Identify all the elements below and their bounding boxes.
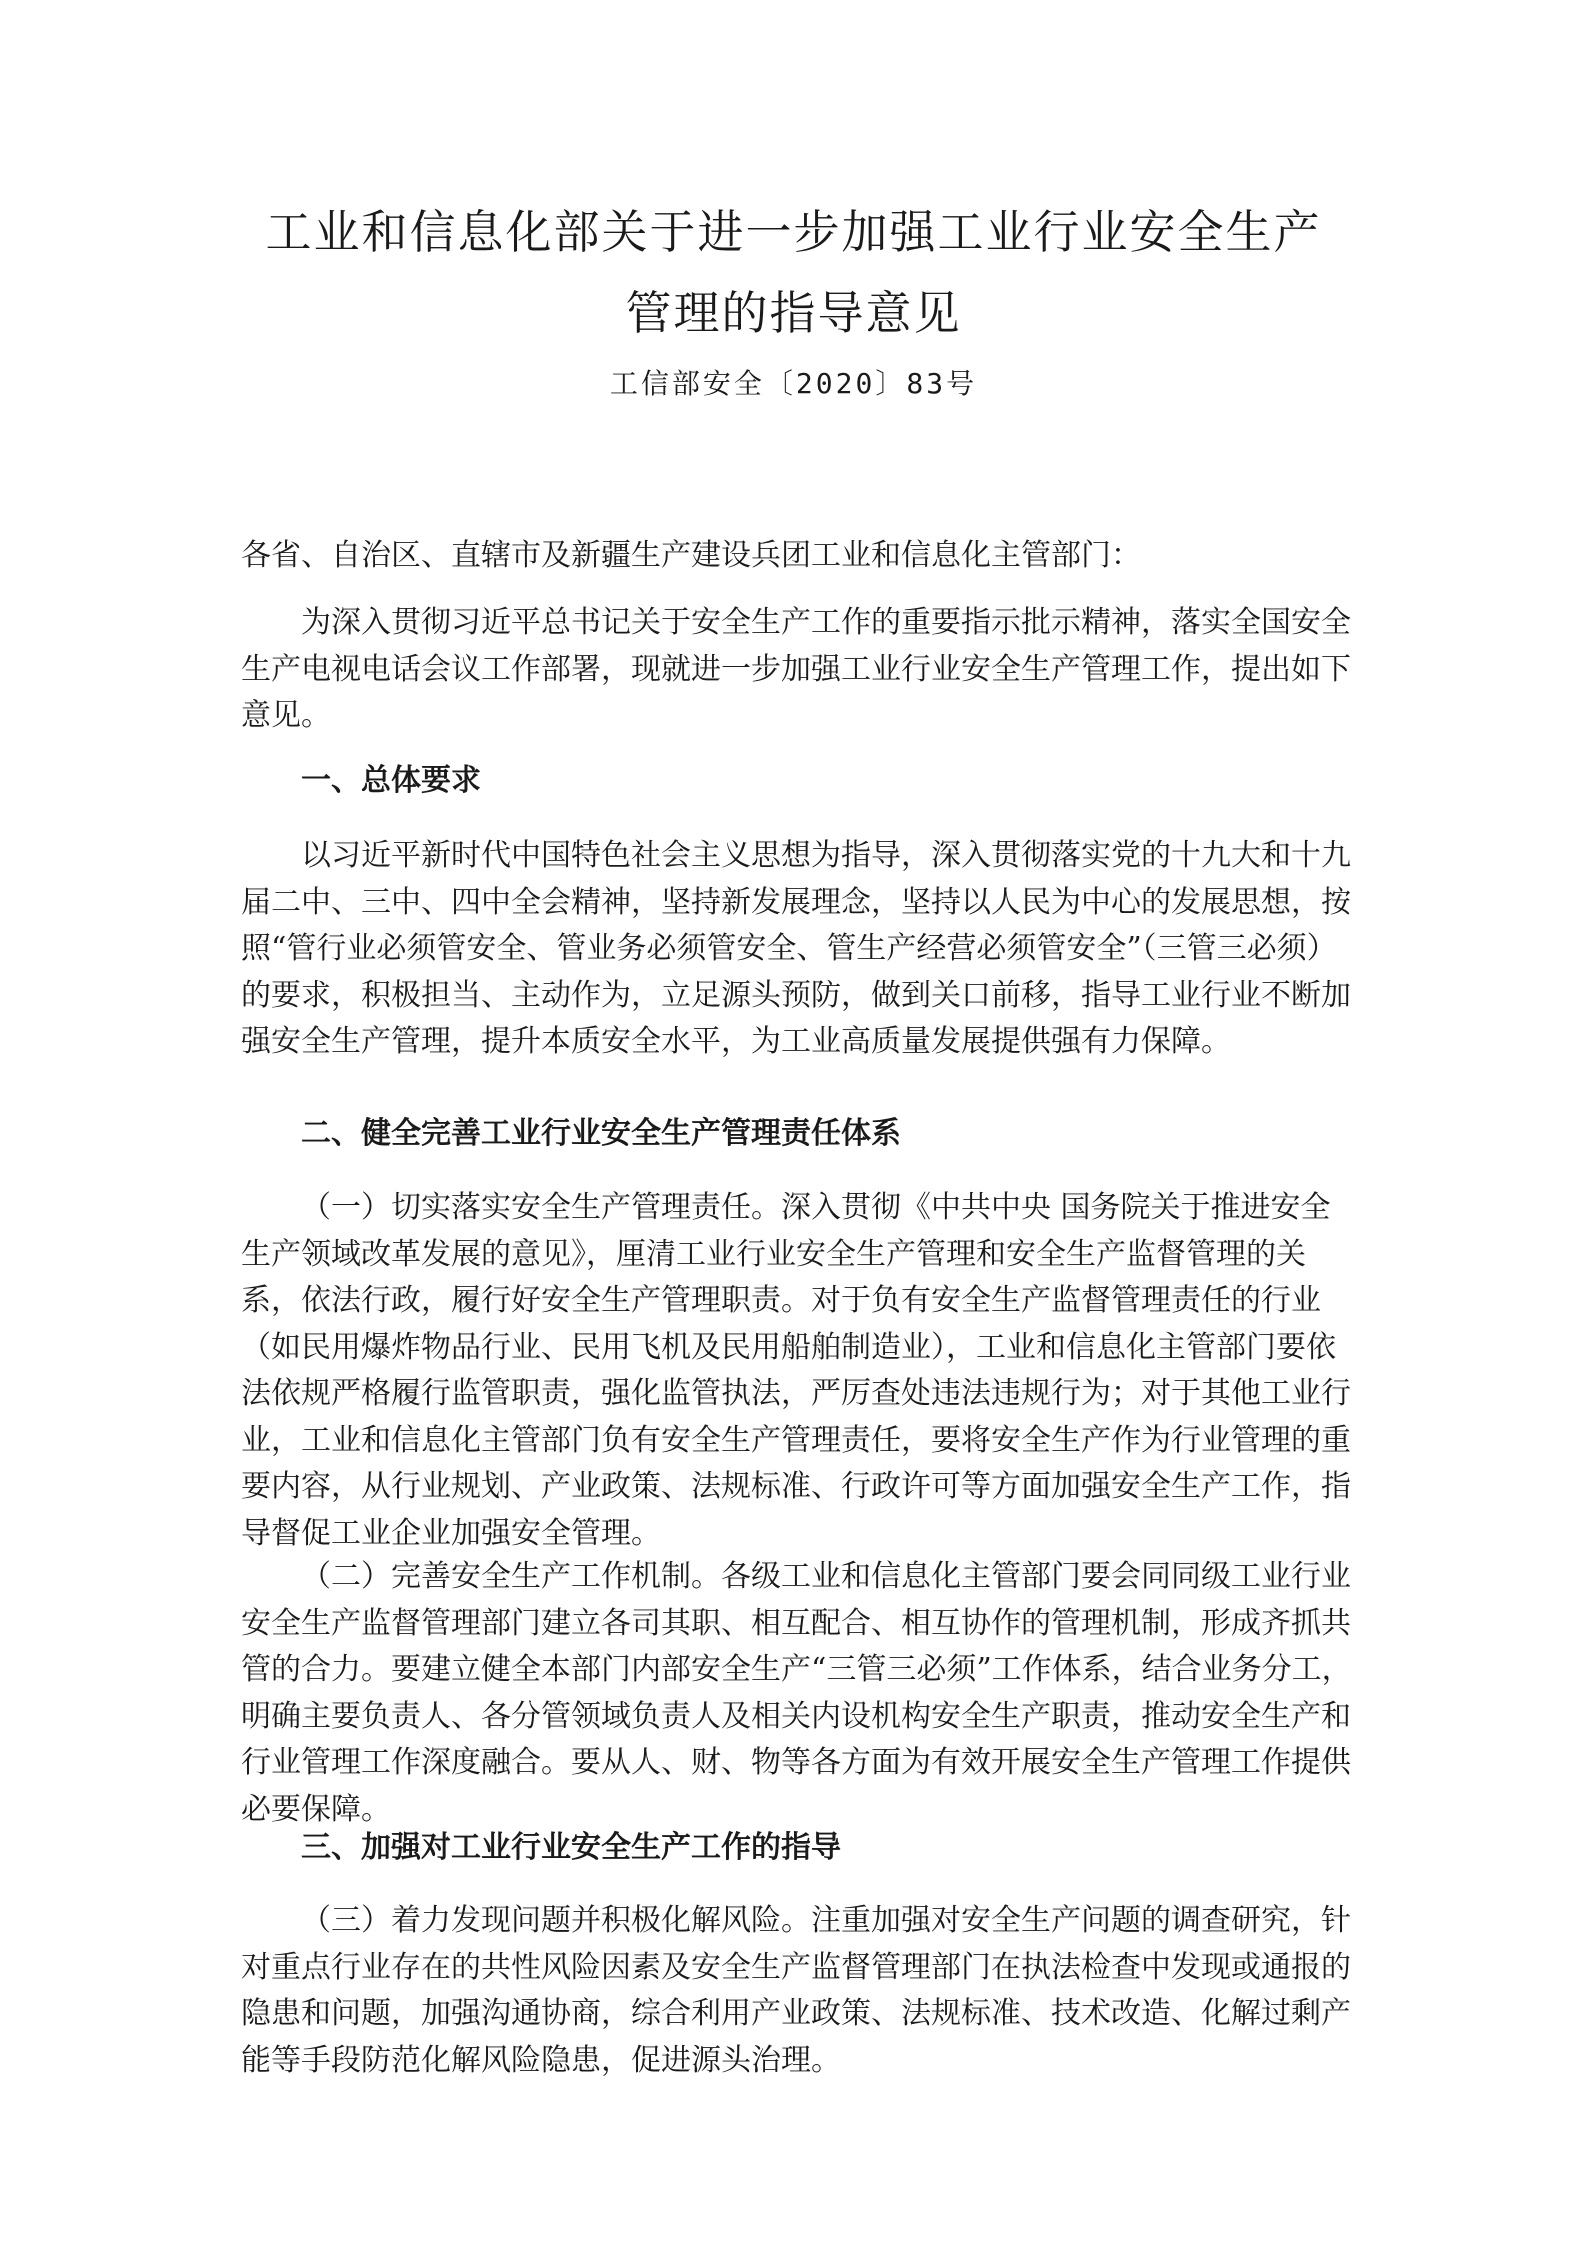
document-title-line-1: 工业和信息化部关于进一步加强工业行业安全生产	[265, 205, 1322, 259]
section-2-item-1: （一）切实落实安全生产管理责任。深入贯彻《中共中央 国务院关于推进安全生产领域改革发展的意见》，厘清工业行业安全生产管理和安全生产监督管理的关系，依法行政，履行好安全生产管理职责。对于负有安全生产监督管理责任的行业（如民用爆炸物品行业、民用飞机及民用船舶制造业），工业和信息化主管部门要依法依规严格履行监管职责，强化监管执法，严厉查处违法违规行为；对于其他工业行业，工业和信息化主管部门负有安全生产管理责任，要将安全生产作为行业管理的重要内容，从行业规划、产业政策、法规标准、行政许可等方面加强安全生产工作，指导督促工业企业加强安全管理。	[241, 1190, 1351, 1551]
document-number: 工信部安全〔2020〕83号	[609, 367, 978, 400]
section-2-item-2: （二）完善安全生产工作机制。各级工业和信息化主管部门要会同同级工业行业安全生产监督管理部门建立各司其职、相互配合、相互协作的管理机制，形成齐抓共管的合力。要建立健全本部门内部安全生产“三管三必须”工作体系，结合业务分工，明确主要负责人、各分管领域负责人及相关内设机构安全生产职责，推动安全生产和行业管理工作深度融合。要从人、财、物等各方面为有效开展安全生产管理工作提供必要保障。	[241, 1559, 1352, 1827]
section-1-paragraph: 以习近平新时代中国特色社会主义思想为指导，深入贯彻落实党的十九大和十九届二中、三中、四中全会精神，坚持新发展理念，坚持以人民为中心的发展思想，按照“管行业必须管安全、管业务必须管安全、管生产经营必须管安全”（三管三必须）的要求，积极担当、主动作为，立足源头预防，做到关口前移，指导工业行业不断加强安全生产管理，提升本质安全水平，为工业高质量发展提供强有力保障。	[241, 838, 1351, 1059]
addressee: 各省、自治区、直辖市及新疆生产建设兵团工业和信息化主管部门：	[241, 538, 1141, 573]
document-title-line-2: 管理的指导意见	[625, 286, 962, 340]
section-heading-1: 一、总体要求	[301, 762, 481, 798]
section-heading-2: 二、健全完善工业行业安全生产管理责任体系	[301, 1115, 901, 1151]
section-heading-3: 三、加强对工业行业安全生产工作的指导	[301, 1829, 841, 1865]
intro-paragraph: 为深入贯彻习近平总书记关于安全生产工作的重要指示批示精神，落实全国安全生产电视电话会议工作部署，现就进一步加强工业行业安全生产管理工作，提出如下意见。	[241, 605, 1351, 733]
section-3-item-1: （三）着力发现问题并积极化解风险。注重加强对安全生产问题的调查研究，针对重点行业存在的共性风险因素及安全生产监督管理部门在执法检查中发现或通报的隐患和问题，加强沟通协商，综合利用产业政策、法规标准、技术改造、化解过剩产能等手段防范化解风险隐患，促进源头治理。	[241, 1903, 1351, 2078]
